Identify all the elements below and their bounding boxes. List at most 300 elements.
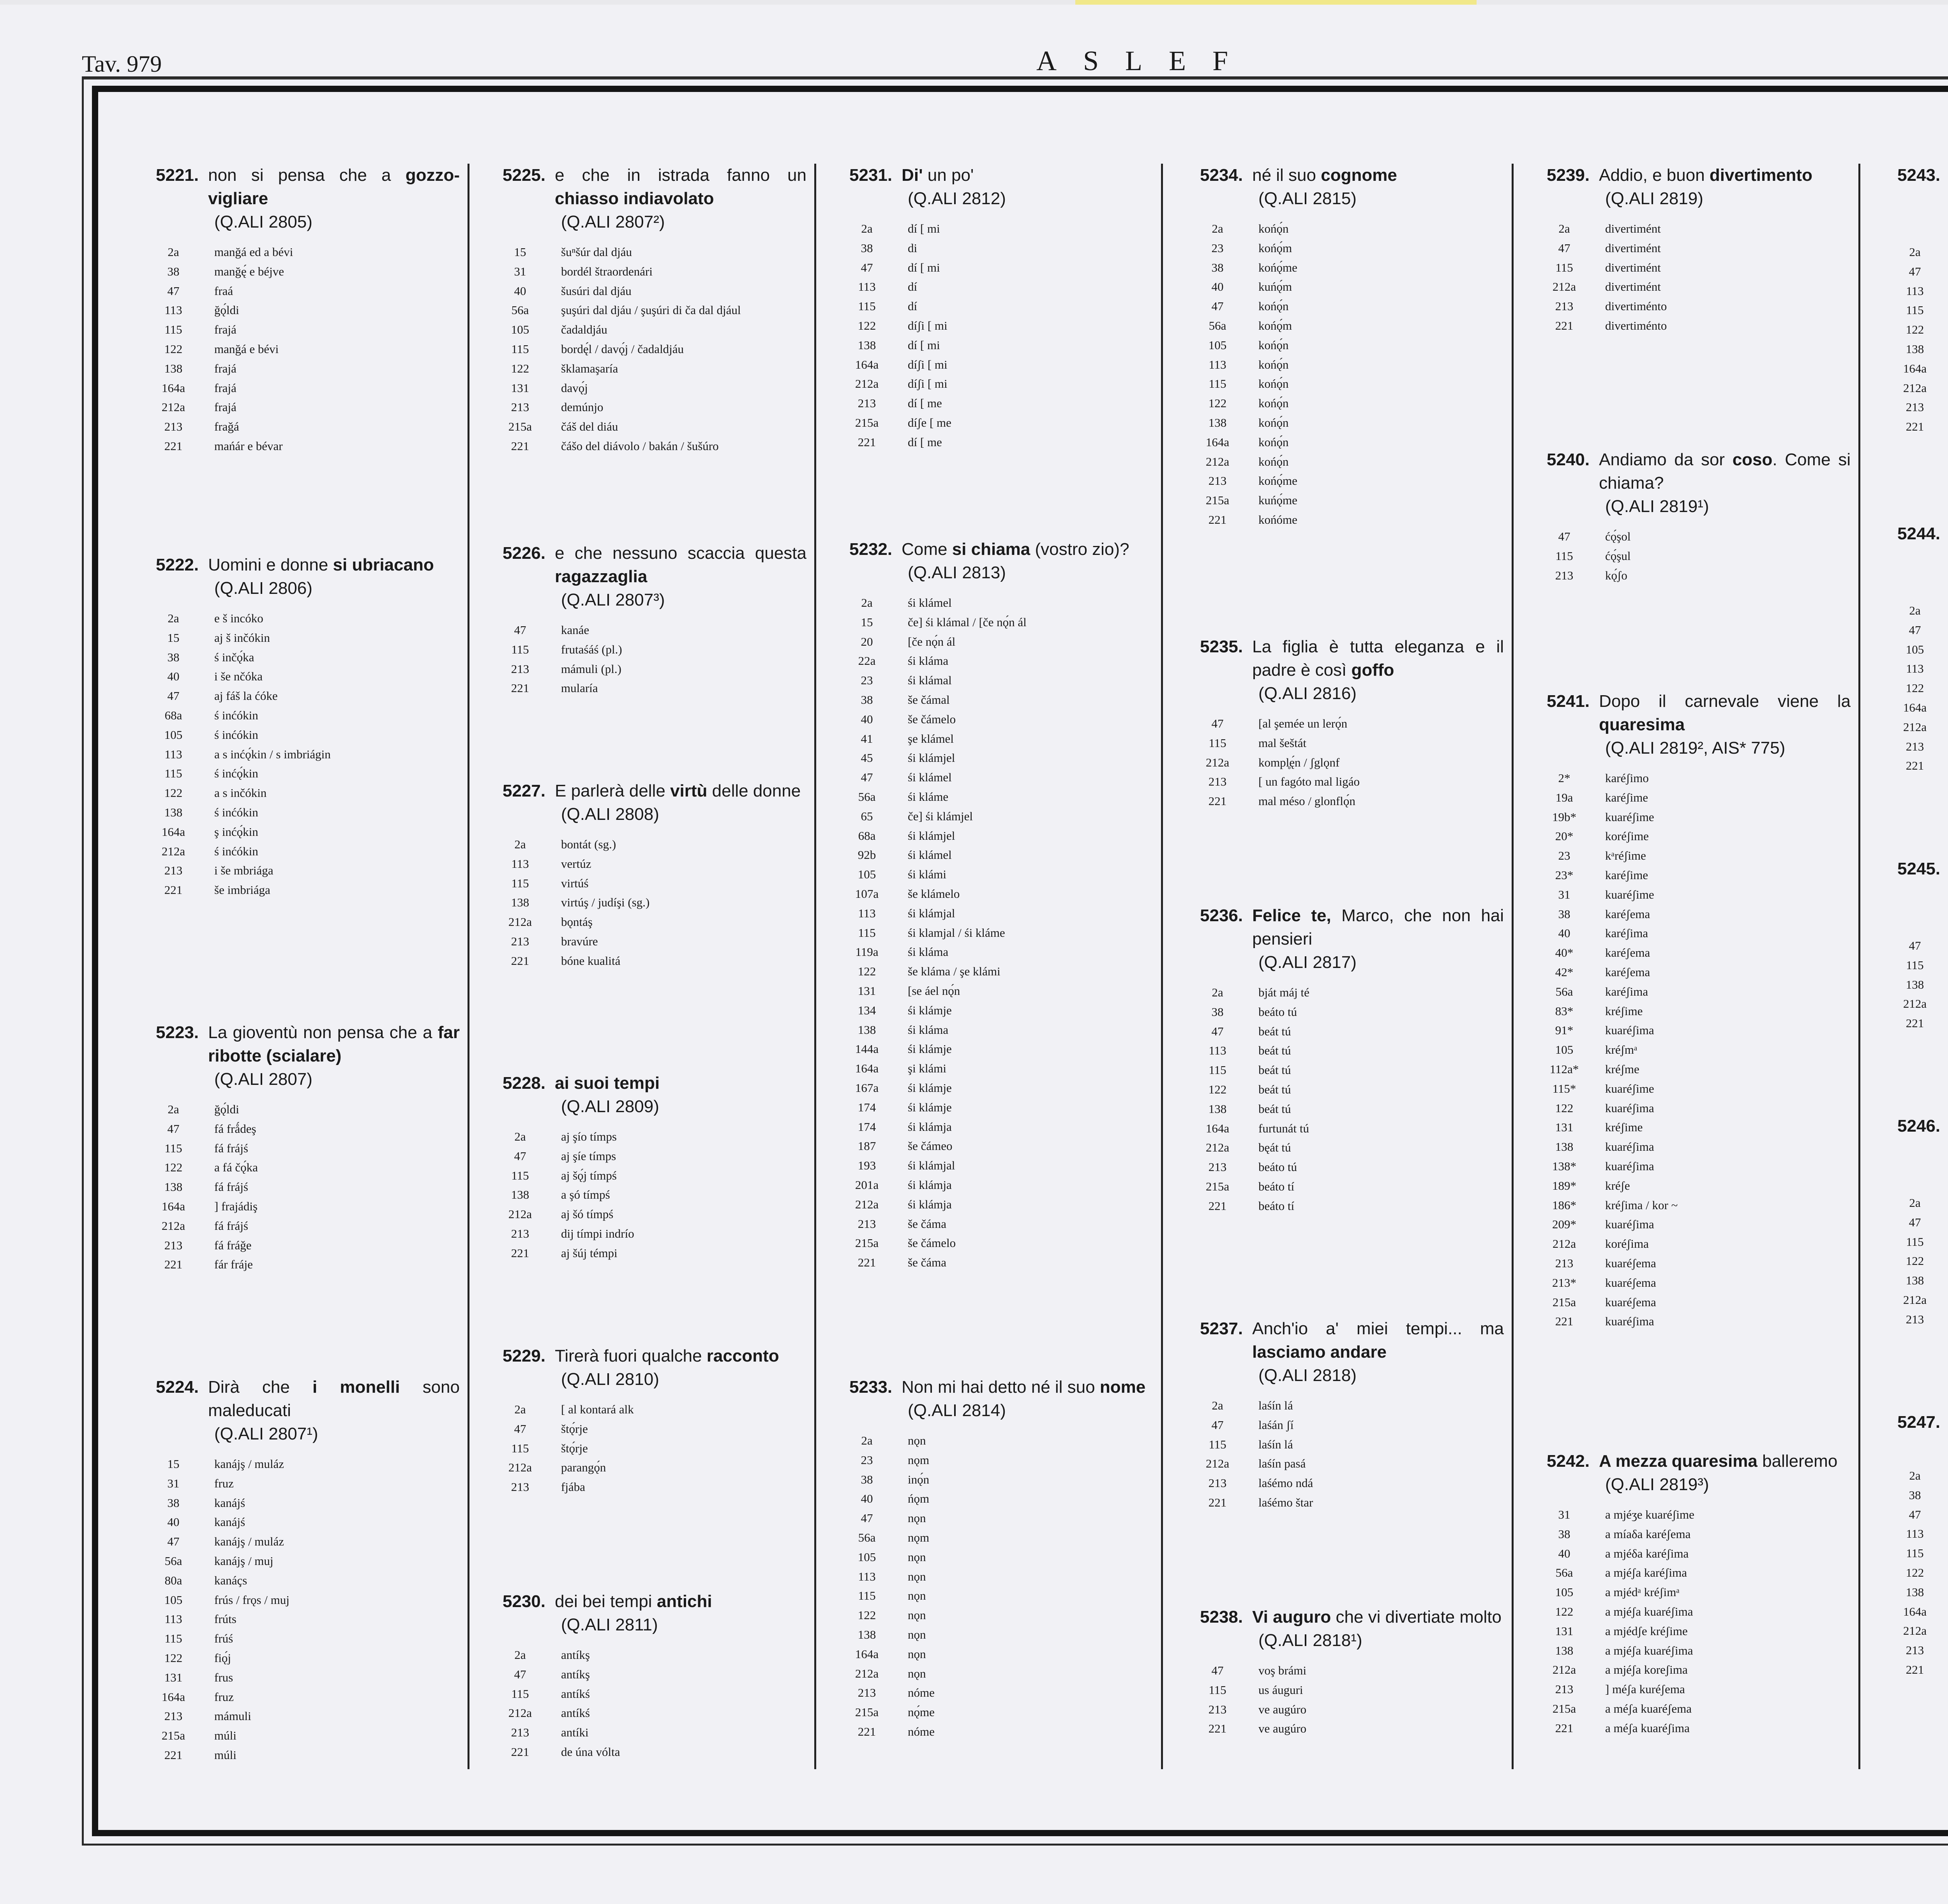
survey-point: 138 [1906, 1273, 1924, 1288]
dialect-form: [se áel nǫ́n [908, 984, 960, 998]
dialect-form: kanájś [214, 1496, 245, 1510]
dialect-form: aj šúj témpi [561, 1246, 618, 1260]
response-row [1200, 336, 1504, 355]
response-row [1897, 717, 1948, 737]
entry-sentence [555, 542, 806, 588]
dialect-form: nǫm [908, 1453, 930, 1467]
headword: racconto [706, 1346, 779, 1365]
dialect-form: kuaréʃima [1605, 1217, 1654, 1231]
survey-point: 131 [1555, 1120, 1574, 1134]
survey-point: 2a [1909, 604, 1921, 617]
response-row [1200, 733, 1504, 753]
response-row [156, 359, 460, 378]
response-row [1200, 1022, 1504, 1041]
response-row [503, 640, 806, 659]
response-row [1547, 1583, 1851, 1602]
responses-list [156, 1100, 460, 1274]
survey-point: 221 [1906, 1662, 1924, 1676]
response-row [849, 787, 1153, 807]
entry [1200, 635, 1504, 811]
dialect-form: manğę́ e béjve [214, 264, 284, 278]
response-row [849, 316, 1153, 336]
response-row [503, 300, 806, 320]
dialect-form: śi klámje [908, 1042, 952, 1056]
survey-point: 215a [855, 1705, 879, 1719]
dialect-form: ś inćǫ́kin [214, 767, 258, 781]
dialect-form: śi kláma [908, 945, 949, 959]
dialect-form: e š incóko [214, 611, 263, 625]
survey-point: 115 [1906, 303, 1924, 317]
response-row [849, 355, 1153, 374]
survey-point: 221 [1906, 420, 1924, 434]
survey-point: 105 [164, 728, 183, 742]
response-row [1897, 1193, 1948, 1213]
survey-point: 212a [1903, 997, 1927, 1011]
dialect-form: divertimént [1605, 222, 1661, 235]
questionnaire-reference [1897, 904, 1948, 927]
sentence-text: un po' [923, 166, 974, 185]
dialect-form: us áuguri [1258, 1683, 1303, 1697]
dialect-form: kǫ́ʃo [1605, 568, 1627, 582]
entry-sentence [208, 164, 460, 210]
dialect-form: divertimént [1605, 280, 1661, 294]
survey-point: 164a [1205, 1121, 1230, 1135]
dialect-form: śi klámje [908, 1081, 952, 1095]
response-row [156, 242, 460, 262]
responses-list [849, 219, 1153, 452]
response-row [156, 609, 460, 628]
entry-number: 5232. [849, 540, 893, 559]
survey-point: 213 [1906, 1643, 1924, 1657]
survey-point: 115 [858, 1589, 876, 1603]
entry-sentence [1252, 1606, 1504, 1629]
survey-point: 138 [511, 1188, 529, 1202]
entry-number: 5236. [1200, 906, 1243, 925]
dialect-form: bordél štraordenári [561, 264, 653, 278]
dialect-form: fruz [214, 1476, 234, 1490]
response-row [1200, 471, 1504, 491]
dialect-form: a s inćǫ́kin / s imbriágin [214, 747, 331, 761]
responses-list [156, 609, 460, 900]
survey-point: 119a [855, 945, 879, 959]
entry-number: 5244. [1897, 524, 1941, 543]
response-row [503, 320, 806, 339]
response-row [1200, 510, 1504, 530]
survey-point: 164a [161, 1199, 185, 1213]
dialect-form [1932, 698, 1948, 717]
survey-point: 45 [861, 751, 873, 765]
dialect-form: ğǫ́ldi [214, 303, 239, 317]
response-row [1547, 788, 1851, 807]
survey-point: 212a [1903, 1624, 1927, 1638]
dialect-form: fá frǻdeş [214, 1122, 256, 1136]
survey-point: 112a* [1549, 1062, 1579, 1076]
response-row [1200, 219, 1504, 238]
headword: ragazzaglia [555, 567, 648, 586]
response-row [156, 667, 460, 686]
survey-point: 193 [858, 1159, 876, 1173]
dialect-form: čadaldjáu [561, 323, 607, 337]
dialect-form: dí [908, 299, 918, 313]
dialect-form: antíkş [561, 1648, 590, 1662]
questionnaire-reference [1897, 569, 1948, 592]
response-row [1547, 1602, 1851, 1621]
dialect-form: mańár e bévar [214, 439, 283, 453]
response-row [1897, 756, 1948, 775]
response-row [1547, 768, 1851, 788]
questionnaire-reference: (Q.ALI 2818¹) [1258, 1631, 1362, 1650]
sentence-text: Tirerà fuori qualche [555, 1346, 707, 1365]
dialect-form [1932, 262, 1948, 281]
survey-point: 2a [1212, 986, 1223, 999]
survey-point: 15 [167, 1457, 180, 1471]
survey-point: 122 [1906, 1565, 1924, 1579]
survey-point: 115 [164, 1632, 182, 1646]
response-row [1547, 527, 1851, 546]
survey-point: 213 [1555, 1682, 1574, 1696]
entry-heading [1897, 1114, 1948, 1161]
dialect-form: nóme [908, 1724, 935, 1738]
response-row [1897, 659, 1948, 678]
column-1 [156, 164, 469, 1769]
response-row [1897, 417, 1948, 436]
response-row [503, 951, 806, 971]
dialect-form: kuaréʃema [1605, 1295, 1656, 1309]
survey-point: 105 [1555, 1585, 1574, 1599]
dialect-form: nǫn [908, 1627, 926, 1641]
survey-point: 47 [1909, 623, 1921, 637]
survey-point: 115 [511, 642, 529, 656]
survey-point: 47 [1909, 1507, 1921, 1521]
response-row [1897, 1563, 1948, 1583]
dialect-form: še čámal [908, 692, 950, 706]
response-row [1897, 1641, 1948, 1660]
dialect-form: divertimént [1605, 260, 1661, 274]
survey-point: 134 [858, 1003, 876, 1017]
dialect-form: końǫ́m [1258, 318, 1292, 332]
survey-point: 209* [1552, 1217, 1576, 1231]
entry [1547, 164, 1851, 336]
dialect-form: laśán ʃí [1258, 1418, 1294, 1432]
survey-point: 138 [1906, 342, 1924, 356]
response-row [156, 783, 460, 803]
sentence-text: balleremo [1757, 1452, 1838, 1471]
dialect-form: śi klamjal / śi kláme [908, 926, 1005, 940]
dialect-form [1932, 242, 1948, 262]
response-row [503, 242, 806, 262]
questionnaire-reference: (Q.ALI 2814) [908, 1401, 1006, 1420]
dialect-form: kuaréʃema [1605, 1275, 1656, 1289]
responses-list [503, 1400, 806, 1497]
sentence-text: Dirà che [208, 1378, 313, 1397]
survey-point: 47 [514, 1422, 526, 1436]
response-row [1200, 714, 1504, 733]
response-row [1200, 433, 1504, 452]
response-row [849, 710, 1153, 729]
survey-point: 38 [861, 241, 873, 255]
survey-point: 38 [1558, 1527, 1570, 1541]
dialect-form: parangǫ́n [561, 1461, 606, 1475]
sentence-text: Uomini e donne [208, 555, 333, 574]
response-row [1547, 1544, 1851, 1563]
survey-point: 212a [508, 1461, 532, 1475]
response-row [1200, 1002, 1504, 1022]
dialect-form: fá frájś [214, 1219, 248, 1233]
survey-point: 138 [1555, 1140, 1574, 1154]
response-row [849, 1450, 1153, 1470]
response-row [1200, 1661, 1504, 1680]
dialect-form: frajá [214, 323, 236, 337]
survey-point: 2a [861, 596, 873, 609]
survey-point: 164a [161, 825, 185, 839]
response-row [1547, 1563, 1851, 1583]
response-row [849, 613, 1153, 632]
response-row [1200, 394, 1504, 413]
response-row [503, 1645, 806, 1665]
response-row [1547, 1040, 1851, 1060]
survey-point: 113 [164, 303, 182, 317]
response-row [156, 1706, 460, 1726]
survey-point: 212a [161, 1219, 185, 1233]
dialect-form [1932, 1583, 1948, 1602]
entry-sentence [555, 1590, 806, 1613]
dialect-form [1932, 1602, 1948, 1621]
response-row [849, 1156, 1153, 1175]
survey-point: 174 [858, 1120, 876, 1134]
survey-point: 221 [164, 439, 183, 453]
survey-point: 221 [511, 439, 529, 453]
survey-point: 221 [164, 883, 183, 897]
headword: coso [1732, 450, 1773, 469]
survey-point: 31 [167, 1476, 180, 1490]
sentence-text: delle donne [707, 781, 801, 800]
response-row [1200, 1177, 1504, 1196]
response-row [156, 880, 460, 900]
survey-point: 213 [511, 934, 529, 948]
survey-point: 213 [511, 400, 529, 414]
dialect-form: a mjéʃa kuaréʃima [1605, 1604, 1693, 1618]
dialect-form: a méʃa kuaréʃima [1605, 1721, 1690, 1735]
survey-point: 2a [861, 222, 873, 235]
response-row [1547, 1293, 1851, 1312]
survey-point: 47 [1909, 264, 1921, 278]
survey-point: 213 [164, 1238, 183, 1252]
dialect-form: a mjéʃa koreʃima [1605, 1663, 1688, 1677]
survey-point: 92b [858, 848, 876, 862]
dialect-form: fraǧá [214, 420, 239, 434]
response-row [1897, 1660, 1948, 1680]
response-row [1897, 956, 1948, 975]
dialect-form: ś inćókin [214, 728, 258, 742]
dialect-form: frajá [214, 400, 236, 414]
dialect-form: frajá [214, 381, 236, 395]
survey-point: 213 [511, 1480, 529, 1494]
entry [156, 1021, 460, 1274]
survey-point: 19b* [1552, 810, 1576, 824]
response-row [849, 826, 1153, 846]
dialect-form [1932, 640, 1948, 659]
response-row [503, 1146, 806, 1166]
response-row [1897, 640, 1948, 659]
dialect-form: końǫ́n [1258, 357, 1289, 371]
survey-point: 164a [855, 1062, 879, 1076]
response-row [849, 593, 1153, 613]
entry-heading [1200, 904, 1504, 951]
responses-list [156, 1454, 460, 1765]
dialect-form [1932, 678, 1948, 698]
response-row [1897, 1602, 1948, 1621]
entry [1547, 1450, 1851, 1738]
dialect-form: ś inćókin [214, 708, 258, 722]
response-row [1200, 316, 1504, 336]
questionnaire-reference: (Q.ALI 2819) [1605, 189, 1703, 208]
entry-number: 5224. [156, 1378, 199, 1397]
sentence-text: né il suo [1252, 166, 1321, 185]
response-row [849, 1020, 1153, 1040]
entry-number: 5241. [1547, 692, 1590, 711]
survey-point: 122 [1906, 323, 1924, 337]
response-row [1897, 378, 1948, 398]
survey-point: 47 [861, 770, 873, 784]
survey-point: 131 [1555, 1624, 1574, 1638]
response-row [1897, 1583, 1948, 1602]
response-row [156, 1474, 460, 1493]
survey-point: 122 [164, 1160, 183, 1175]
response-row [1200, 1435, 1504, 1454]
survey-point: 221 [1208, 1495, 1227, 1509]
questionnaire-reference: (Q.ALI 2807) [214, 1070, 312, 1089]
entry-heading [503, 164, 806, 210]
survey-point: 138 [1906, 977, 1924, 991]
entry-number: 5245. [1897, 859, 1941, 878]
dialect-form: múli [214, 1729, 236, 1743]
dialect-form: kompl̥ę́n / ʃglǫnf [1258, 755, 1340, 769]
dialect-form: beáto tú [1258, 1005, 1297, 1019]
dialect-form [1932, 281, 1948, 301]
response-row [503, 912, 806, 932]
dialect-form: śi klámje [908, 1100, 952, 1114]
dialect-form: a mjéδa karéʃima [1605, 1546, 1689, 1560]
questionnaire-reference: (Q.ALI 2819², AIS* 775) [1605, 738, 1786, 758]
dialect-form: manğá ed a bévi [214, 245, 293, 259]
survey-point: 113 [1906, 662, 1924, 676]
survey-point: 215a [1552, 1701, 1576, 1715]
response-row [503, 359, 806, 378]
survey-point: 164a [855, 357, 879, 371]
survey-point: 213 [858, 396, 876, 410]
response-row [1200, 772, 1504, 791]
survey-point: 2a [168, 611, 179, 625]
survey-point: 47 [1211, 299, 1224, 313]
dialect-form: nǫn [908, 1511, 926, 1525]
dialect-form: dí [908, 280, 918, 294]
entry-heading [1547, 1450, 1851, 1473]
survey-point: 138 [164, 361, 183, 375]
response-row [1547, 846, 1851, 865]
dialect-form: [ un fagóto mal ligáo [1258, 775, 1360, 789]
entry-heading [503, 1590, 806, 1613]
survey-point: 215a [855, 1236, 879, 1250]
survey-point: 213 [511, 1226, 529, 1240]
entry-heading [156, 1376, 460, 1422]
response-row [503, 262, 806, 281]
entry-sentence [1599, 164, 1851, 187]
dialect-form: karéʃema [1605, 946, 1650, 960]
response-row [849, 277, 1153, 297]
survey-point: 91* [1555, 1023, 1574, 1037]
entry-number: 5221. [156, 166, 199, 185]
response-row [849, 1078, 1153, 1098]
survey-point: 31 [1558, 887, 1570, 901]
entry-number: 5234. [1200, 166, 1243, 185]
response-row [1200, 1196, 1504, 1216]
dialect-form: końǫ́n [1258, 377, 1289, 391]
dialect-form: šklamaşaría [561, 361, 618, 375]
response-row [1897, 1232, 1948, 1252]
headword: nome [1099, 1378, 1146, 1397]
response-row [1547, 297, 1851, 316]
response-row [503, 1723, 806, 1742]
sentence-text: che vi divertiate molto [1331, 1607, 1502, 1627]
response-row [849, 1039, 1153, 1059]
responses-list [1897, 1193, 1948, 1329]
entry-sentence [1599, 1450, 1851, 1473]
dialect-form: nǫm [908, 1530, 930, 1544]
response-row [1200, 983, 1504, 1002]
dialect-form: a mjéʒe kuaréʃime [1605, 1508, 1694, 1521]
survey-point: 47 [1558, 241, 1570, 255]
survey-point: 113 [858, 280, 876, 294]
survey-point: 164a [161, 381, 185, 395]
dialect-form: antíkş [561, 1667, 590, 1681]
dialect-form [1932, 1660, 1948, 1680]
entry-heading [1897, 522, 1948, 569]
entry [503, 1590, 806, 1762]
survey-point: 213 [1555, 299, 1574, 313]
survey-point: 113 [164, 1612, 182, 1626]
survey-point: 213 [1208, 775, 1227, 789]
response-row [1897, 1485, 1948, 1505]
response-row [849, 1136, 1153, 1156]
response-row [1200, 413, 1504, 433]
response-row [503, 1205, 806, 1224]
questionnaire-reference [1897, 1434, 1948, 1457]
survey-point: 47 [1211, 1024, 1224, 1038]
dialect-form: kréʃime [1605, 1120, 1643, 1134]
dialect-form: še klámelo [908, 887, 960, 901]
survey-point: 15 [167, 631, 180, 645]
response-row [156, 1687, 460, 1707]
entry-number: 5226. [503, 544, 546, 563]
dialect-form: virtúś [561, 876, 589, 890]
response-row [503, 1127, 806, 1146]
response-row [1897, 1014, 1948, 1033]
survey-point: 38 [1211, 1005, 1224, 1019]
response-row [849, 1233, 1153, 1253]
response-row [156, 628, 460, 648]
survey-point: 40* [1555, 946, 1574, 960]
survey-point: 40 [1558, 1546, 1570, 1560]
response-row [849, 1253, 1153, 1272]
survey-point: 164a [1903, 700, 1927, 714]
survey-point: 213 [1208, 474, 1227, 488]
dialect-form: karéʃima [1605, 984, 1648, 998]
dialect-form: mámuli [214, 1709, 251, 1723]
response-row [156, 1726, 460, 1745]
dialect-form: še čáma [908, 1256, 946, 1270]
dialect-form: čášo del diávolo / bakán / šušúro [561, 439, 719, 453]
survey-point: 164a [161, 1690, 185, 1704]
